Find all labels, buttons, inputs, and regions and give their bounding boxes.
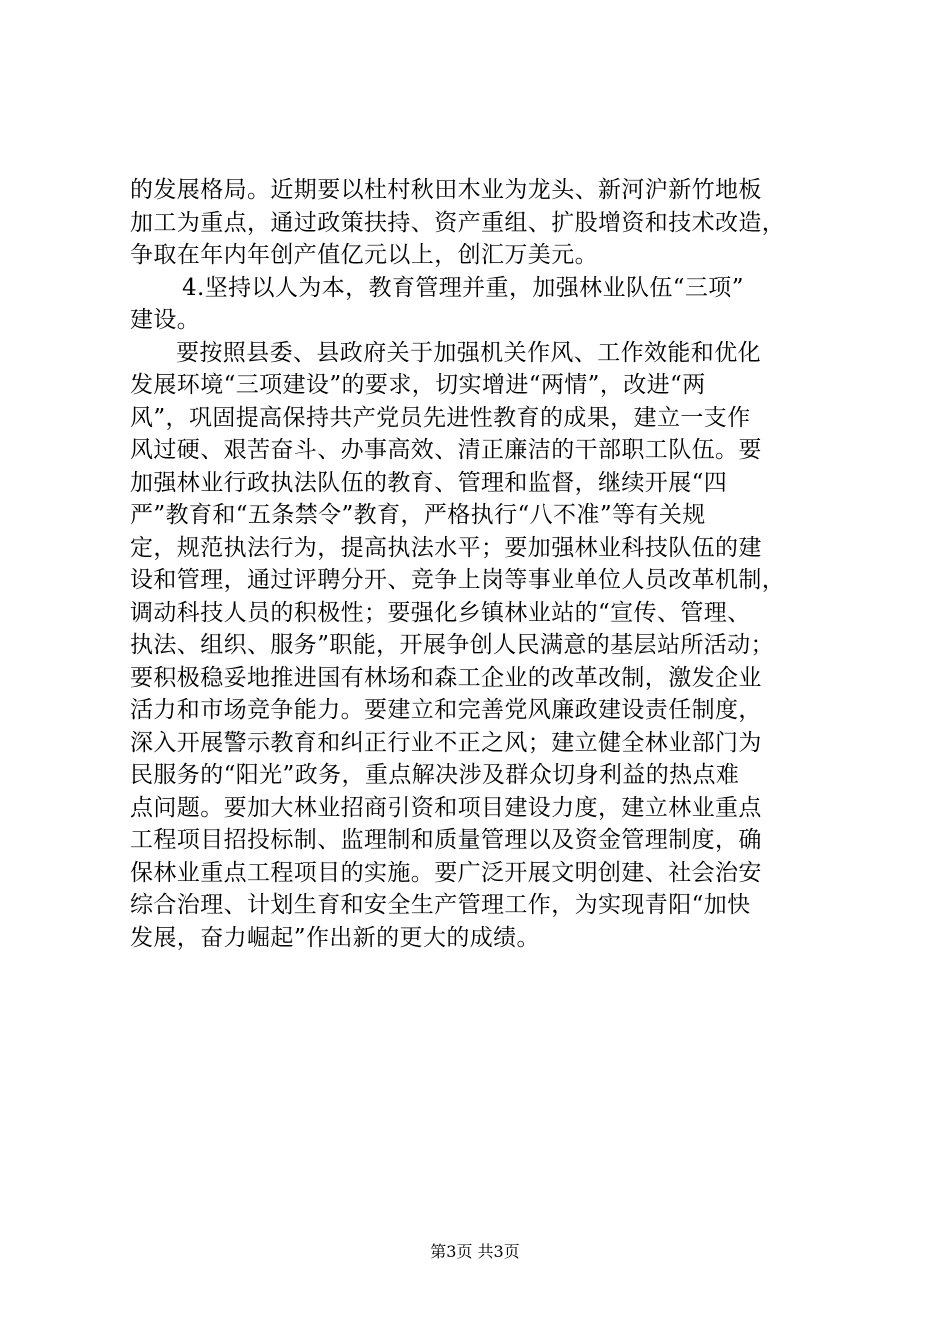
text-line: 争取在年内年创产值亿元以上，创汇万美元。 [130, 242, 598, 268]
text-line: 调动科技人员的积极性；要强化乡镇林业站的“宣传、管理、 [130, 599, 751, 626]
text-line: 发展，奋力崛起”作出新的更大的成绩。 [130, 924, 540, 951]
body-text [130, 174, 842, 954]
text-line: 加工为重点，通过政策扶持、资产重组、扩股增资和技术改造， [130, 209, 786, 236]
text-line: 严”教育和“五条禁令”教育，严格执行“八不准”等有关规 [130, 502, 706, 528]
text-line: 风”，巩固提高保持共产党员先进性教育的成果，建立一支作 [130, 404, 751, 431]
section-heading-line: 4.坚持以人为本，教育管理并重，加强林业队伍“三项” [182, 274, 744, 301]
text-line: 民服务的“阳光”政务，重点解决涉及群众切身利益的热点难 [130, 762, 740, 788]
text-line: 要积极稳妥地推进国有林场和森工企业的改革改制，激发企业 [130, 664, 762, 691]
page-number: 第3页 共3页 [430, 1242, 520, 1261]
text-line: 风过硬、艰苦奋斗、办事高效、清正廉洁的干部职工队伍。要 [130, 437, 762, 463]
text-line: 综合治理、计划生育和安全生产管理工作，为实现青阳“加快 [130, 892, 751, 918]
text-line: 设和管理，通过评聘分开、竞争上岗等事业单位人员改革机制， [130, 567, 786, 593]
text-line: 点问题。要加大林业招商引资和项目建设力度，建立林业重点 [130, 794, 762, 821]
text-line: 活力和市场竞争能力。要建立和完善党风廉政建设责任制度， [130, 697, 762, 723]
text-line: 保林业重点工程项目的实施。要广泛开展文明创建、社会治安 [130, 859, 762, 886]
section-heading-line: 建设。 [130, 307, 201, 333]
text-line: 发展环境“三项建设”的要求，切实增进“两情”，改进“两 [130, 372, 706, 398]
page-footer [0, 1242, 950, 1262]
text-line: 执法、组织、服务”职能，开展争创人民满意的基层站所活动； [130, 632, 774, 658]
text-line: 的发展格局。近期要以杜村秋田木业为龙头、新河沪新竹地板 [130, 177, 762, 203]
text-line: 深入开展警示教育和纠正行业不正之风；建立健全林业部门为 [130, 729, 762, 756]
text-line: 加强林业行政执法队伍的教育、管理和监督，继续开展“四 [130, 469, 728, 496]
text-line: 要按照县委、县政府关于加强机关作风、工作效能和优化 [176, 339, 761, 366]
text-line: 工程项目招投标制、监理制和质量管理以及资金管理制度，确 [130, 827, 762, 853]
text-line: 定，规范执法行为，提高执法水平；要加强林业科技队伍的建 [130, 534, 762, 561]
